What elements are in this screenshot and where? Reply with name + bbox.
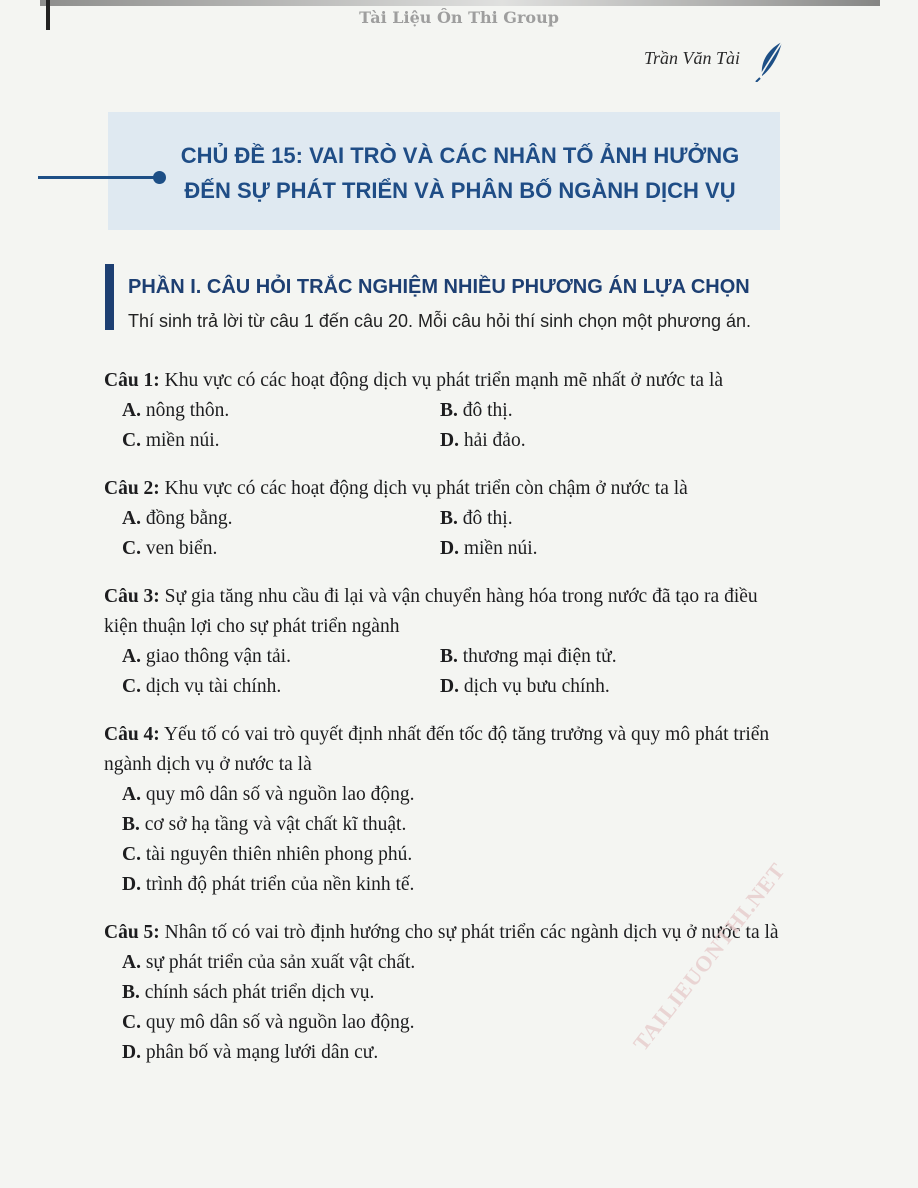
author-name: Trần Văn Tài (643, 48, 740, 68)
section-title: PHẦN I. CÂU HỎI TRẮC NGHIỆM NHIỀU PHƯƠNG ÁN LỰA CHỌN (128, 276, 750, 298)
question-stem: Nhân tố có vai trò định hướng cho sự phát triển các ngành dịch vụ ở nước ta là (159, 922, 779, 943)
option-letter: C. (122, 844, 141, 865)
question-2 (104, 474, 794, 564)
watermark: TAILIEUONTHI.NET (628, 857, 791, 1056)
option-text: tài nguyên thiên nhiên phong phú. (140, 844, 413, 865)
option-b (440, 396, 770, 426)
question-text (104, 474, 794, 504)
option-text: cơ sở hạ tầng và vật chất kĩ thuật. (139, 814, 407, 835)
question-3 (104, 582, 794, 702)
option-letter: A. (122, 952, 141, 973)
option-text: chính sách phát triển dịch vụ. (139, 982, 375, 1003)
option-letter: C. (122, 1012, 141, 1033)
option-text: sự phát triển của sản xuất vật chất. (140, 952, 416, 973)
question-stem: Sự gia tăng nhu cầu đi lại và vận chuyển hàng hóa trong nước đã tạo ra điều kiện thuận lợi cho sự phát triển ngành (104, 586, 758, 637)
option-b (440, 504, 770, 534)
option-c (122, 672, 440, 702)
option-text: dịch vụ bưu chính. (458, 676, 610, 697)
question-label: Câu 3: (104, 586, 160, 607)
option-text: ven biển. (140, 538, 218, 559)
section-accent-bar (105, 264, 114, 330)
question-text (104, 582, 794, 642)
question-text (104, 918, 794, 948)
question-stem: Khu vực có các hoạt động dịch vụ phát triển mạnh mẽ nhất ở nước ta là (159, 370, 724, 391)
question-4 (104, 720, 794, 900)
option-letter: D. (122, 1042, 141, 1063)
option-c (122, 840, 794, 870)
option-letter: C. (122, 430, 141, 451)
question-text (104, 366, 794, 396)
option-b (122, 810, 794, 840)
option-letter: C. (122, 676, 141, 697)
question-label: Câu 2: (104, 478, 160, 499)
topic-title-line-2: ĐẾN SỰ PHÁT TRIỂN VÀ PHÂN BỐ NGÀNH DỊCH VỤ (184, 178, 736, 203)
option-grid (122, 504, 794, 564)
option-a (122, 642, 440, 672)
question-stem: Yếu tố có vai trò quyết định nhất đến tốc độ tăng trưởng và quy mô phát triển ngành dịch vụ ở nước ta là (104, 724, 770, 775)
option-letter: A. (122, 400, 141, 421)
section-instructions: Thí sinh trả lời từ câu 1 đến câu 20. Mỗi câu hỏi thí sinh chọn một phương án. (128, 311, 752, 331)
option-b (440, 642, 770, 672)
option-letter: B. (122, 982, 140, 1003)
option-text: quy mô dân số và nguồn lao động. (140, 784, 415, 805)
option-letter: B. (440, 508, 458, 529)
option-letter: D. (122, 874, 141, 895)
option-letter: D. (440, 538, 459, 559)
option-c (122, 534, 440, 564)
option-c (122, 1008, 794, 1038)
option-text: phân bố và mạng lưới dân cư. (140, 1042, 379, 1063)
option-text: miền núi. (140, 430, 220, 451)
option-letter: B. (440, 400, 458, 421)
option-text: nông thôn. (140, 400, 230, 421)
question-label: Câu 4: (104, 724, 160, 745)
option-grid (122, 642, 794, 702)
option-text: quy mô dân số và nguồn lao động. (140, 1012, 415, 1033)
option-text: miền núi. (458, 538, 538, 559)
option-text: dịch vụ tài chính. (140, 676, 282, 697)
option-text: giao thông vận tải. (140, 646, 291, 667)
question-text (104, 720, 794, 780)
option-text: đô thị. (457, 400, 513, 421)
option-letter: A. (122, 646, 141, 667)
option-text: trình độ phát triển của nền kinh tế. (140, 874, 415, 895)
option-text: thương mại điện tử. (457, 646, 617, 667)
option-text: đồng bằng. (140, 508, 233, 529)
option-list (122, 780, 794, 900)
topic-title-line-1: CHỦ ĐỀ 15: VAI TRÒ VÀ CÁC NHÂN TỐ ẢNH HƯỞNG (180, 143, 740, 168)
option-text: hải đảo. (458, 430, 526, 451)
option-letter: A. (122, 508, 141, 529)
option-d (122, 1038, 794, 1068)
option-letter: B. (122, 814, 140, 835)
option-text: đô thị. (457, 508, 513, 529)
group-header: Tài Liệu Ôn Thi Group (359, 8, 559, 27)
quill-icon (752, 40, 788, 82)
option-d (440, 672, 770, 702)
option-grid (122, 396, 794, 456)
option-a (122, 780, 794, 810)
option-letter: B. (440, 646, 458, 667)
option-a (122, 396, 440, 426)
option-letter: C. (122, 538, 141, 559)
question-label: Câu 5: (104, 922, 160, 943)
option-letter: D. (440, 676, 459, 697)
option-letter: A. (122, 784, 141, 805)
option-letter: D. (440, 430, 459, 451)
option-a (122, 504, 440, 534)
option-c (122, 426, 440, 456)
banner-connector-line (38, 176, 160, 179)
page-top-edge (40, 0, 880, 6)
option-d (440, 534, 770, 564)
topic-title (160, 138, 760, 208)
question-label: Câu 1: (104, 370, 160, 391)
option-d (122, 870, 794, 900)
question-1 (104, 366, 794, 456)
question-stem: Khu vực có các hoạt động dịch vụ phát triển còn chậm ở nước ta là (159, 478, 688, 499)
option-d (440, 426, 770, 456)
